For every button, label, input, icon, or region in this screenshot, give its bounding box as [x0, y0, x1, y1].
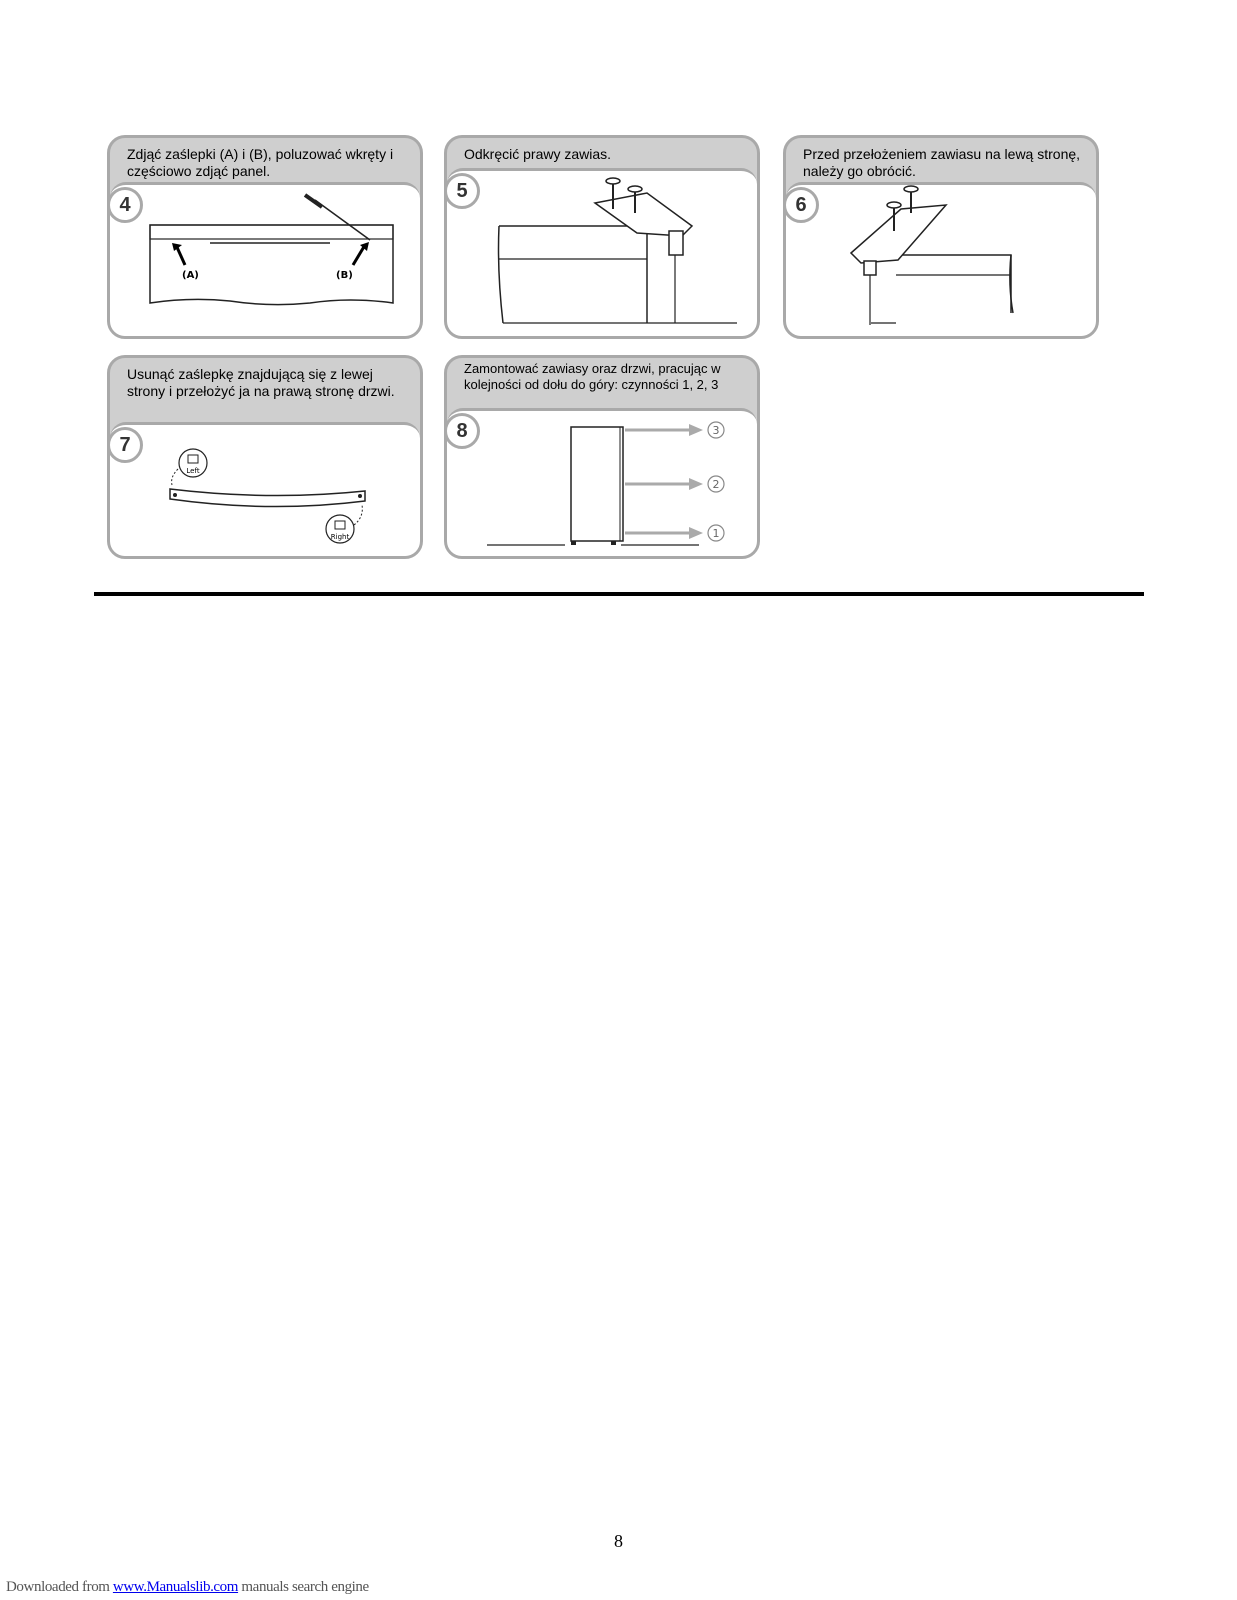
step-5-caption: Odkręcić prawy zawias. [464, 146, 612, 162]
label-b: (B) [336, 270, 353, 281]
label-left: Left [186, 467, 200, 475]
step-6-panel [783, 135, 1099, 339]
footer [6, 1579, 369, 1596]
footer-prefix: Downloaded from [6, 1579, 113, 1595]
step-7-illustration-area [110, 422, 420, 556]
step-5-illustration [447, 171, 757, 339]
label-a: (A) [182, 270, 199, 281]
step-8-marker-3: 3 [712, 424, 720, 437]
step-8-caption: Zamontować zawiasy oraz drzwi, pracując w kolejności od dołu do góry: czynności 1, 2, 3 [464, 361, 721, 392]
step-8-number: 8 [444, 413, 480, 449]
step-4-panel [107, 135, 423, 339]
step-8-illustration [447, 411, 757, 559]
step-7-illustration [110, 425, 420, 559]
step-4-illustration-area [110, 182, 420, 336]
step-4-illustration [110, 185, 420, 339]
footer-suffix: manuals search engine [238, 1579, 369, 1595]
step-4-caption: Zdjąć zaślepki (A) i (B), poluzować wkręty i częściowo zdjąć panel. [127, 146, 394, 179]
page-number: 8 [614, 1531, 623, 1551]
horizontal-rule [94, 592, 1144, 596]
step-8-marker-1: 1 [712, 527, 720, 540]
step-8-marker-2: 2 [712, 478, 720, 491]
label-right: Right [330, 533, 350, 541]
step-6-illustration [786, 185, 1096, 339]
step-7-caption: Usunąć zaślepkę znajdującą się z lewej strony i przełożyć ja na prawą stronę drzwi. [127, 366, 395, 399]
step-6-number: 6 [783, 187, 819, 223]
step-6-caption: Przed przełożeniem zawiasu na lewą stronę, należy go obrócić. [803, 146, 1081, 179]
step-7-panel [107, 355, 423, 559]
footer-link[interactable]: www.Manualslib.com [112, 1579, 239, 1595]
step-5-number: 5 [444, 173, 480, 209]
step-5-panel [444, 135, 760, 339]
step-8-illustration-area [447, 408, 757, 556]
step-4-number: 4 [107, 187, 143, 223]
step-8-panel [444, 355, 760, 559]
step-6-illustration-area [786, 182, 1096, 336]
step-5-illustration-area [447, 168, 757, 336]
step-7-number: 7 [107, 427, 143, 463]
